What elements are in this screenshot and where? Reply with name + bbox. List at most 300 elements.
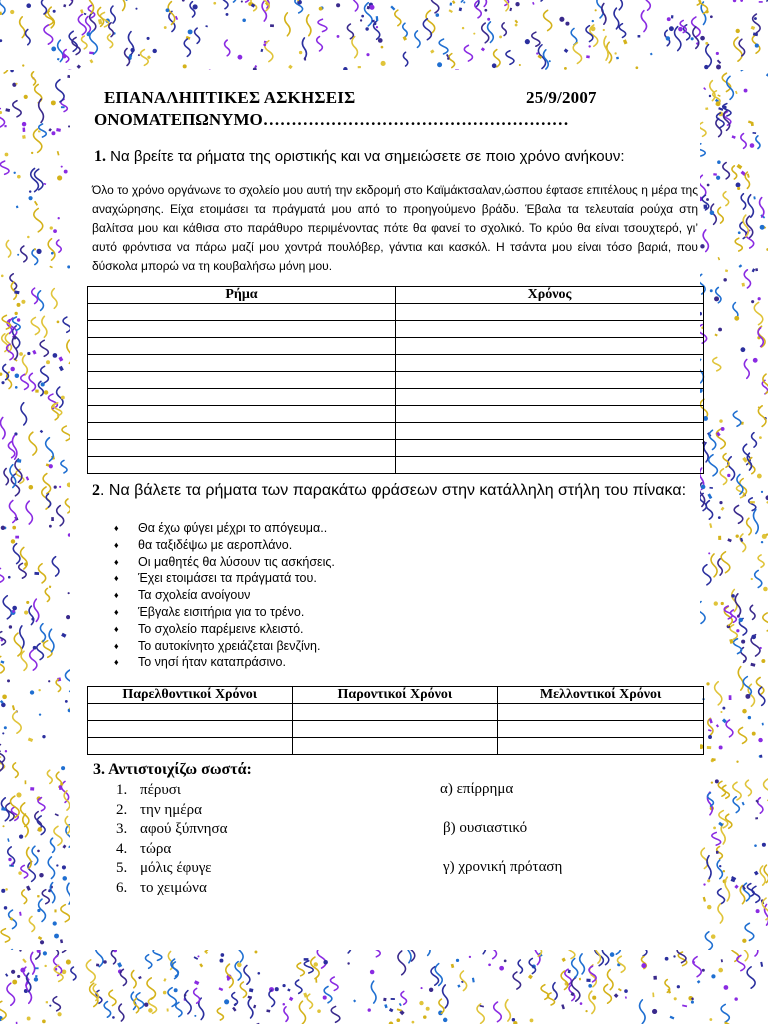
confetti-mark xyxy=(0,656,4,672)
answer-cell[interactable] xyxy=(88,704,293,721)
confetti-mark xyxy=(586,979,590,982)
confetti-mark xyxy=(748,195,753,217)
confetti-mark xyxy=(740,347,745,352)
confetti-mark xyxy=(378,38,383,43)
confetti-mark xyxy=(758,406,766,427)
diamond-bullet-icon: ♦ xyxy=(114,539,119,550)
diamond-bullet-icon: ♦ xyxy=(114,657,119,668)
confetti-mark xyxy=(42,890,49,904)
confetti-mark xyxy=(761,659,765,663)
confetti-mark xyxy=(331,1006,340,1022)
confetti-mark xyxy=(528,974,533,979)
confetti-mark xyxy=(30,650,37,670)
confetti-mark xyxy=(225,40,230,56)
confetti-mark xyxy=(367,6,370,10)
confetti-mark xyxy=(39,873,43,877)
confetti-mark xyxy=(702,969,705,972)
confetti-mark xyxy=(718,207,723,223)
matching-option-b: β) ουσιαστικό xyxy=(443,820,528,836)
answer-cell[interactable] xyxy=(88,406,396,423)
confetti-mark xyxy=(317,37,323,51)
confetti-mark xyxy=(315,979,317,983)
confetti-mark xyxy=(209,69,213,70)
confetti-mark xyxy=(38,827,43,832)
confetti-mark xyxy=(34,572,39,575)
confetti-mark xyxy=(28,196,32,200)
confetti-mark xyxy=(57,240,62,252)
answer-cell[interactable] xyxy=(396,304,704,321)
confetti-mark xyxy=(240,982,246,997)
confetti-mark xyxy=(323,996,327,1000)
confetti-mark xyxy=(317,950,326,968)
confetti-mark xyxy=(195,28,200,43)
answer-cell[interactable] xyxy=(292,704,498,721)
confetti-mark xyxy=(15,386,18,389)
answer-cell[interactable] xyxy=(88,721,293,738)
confetti-mark xyxy=(512,1018,515,1021)
confetti-mark xyxy=(460,971,466,991)
confetti-mark xyxy=(610,952,615,957)
confetti-mark xyxy=(748,716,751,719)
confetti-mark xyxy=(52,557,59,576)
confetti-mark xyxy=(751,300,754,303)
confetti-mark xyxy=(365,27,368,30)
confetti-mark xyxy=(561,1004,565,1009)
confetti-mark xyxy=(504,959,507,962)
confetti-mark xyxy=(717,94,720,97)
confetti-mark xyxy=(372,20,375,23)
confetti-mark xyxy=(568,970,571,974)
confetti-mark xyxy=(706,45,712,67)
confetti-mark xyxy=(31,152,33,154)
confetti-mark xyxy=(709,95,711,97)
confetti-mark xyxy=(275,987,279,991)
confetti-mark xyxy=(515,24,518,27)
confetti-mark xyxy=(737,164,743,170)
list-item: ♦ Έχει ετοιμάσει τα πράγματά του. xyxy=(114,571,317,586)
confetti-mark xyxy=(307,994,312,1008)
phrase-list xyxy=(112,520,335,671)
confetti-mark xyxy=(742,939,746,943)
confetti-mark xyxy=(754,871,759,876)
confetti-mark xyxy=(736,534,739,537)
answer-cell[interactable] xyxy=(88,423,396,440)
confetti-mark xyxy=(705,107,708,110)
confetti-mark xyxy=(741,640,745,644)
confetti-mark xyxy=(439,39,448,54)
confetti-mark xyxy=(0,745,5,764)
confetti-mark xyxy=(638,35,641,37)
confetti-mark xyxy=(67,883,70,904)
confetti-mark xyxy=(707,746,711,749)
answer-cell[interactable] xyxy=(396,406,704,423)
confetti-mark xyxy=(30,690,34,694)
answer-cell[interactable] xyxy=(396,338,704,355)
confetti-mark xyxy=(366,53,369,56)
table-row xyxy=(88,440,704,457)
confetti-mark xyxy=(717,60,721,64)
confetti-mark xyxy=(437,62,442,67)
question-3-heading: 3. Αντιστοιχίζω σωστά: xyxy=(93,761,252,778)
confetti-mark xyxy=(48,239,55,260)
confetti-mark xyxy=(754,844,757,847)
confetti-mark xyxy=(188,29,193,34)
answer-cell[interactable] xyxy=(88,738,293,755)
confetti-mark xyxy=(721,1004,729,1022)
confetti-mark xyxy=(395,10,401,26)
confetti-mark xyxy=(479,1005,484,1008)
list-item: 3. αφού ξύπνησα xyxy=(116,821,228,838)
confetti-mark xyxy=(452,0,456,4)
confetti-mark xyxy=(704,65,708,69)
answer-cell[interactable] xyxy=(396,321,704,338)
confetti-mark xyxy=(391,998,395,1000)
confetti-mark xyxy=(572,977,580,1001)
confetti-mark xyxy=(148,1008,153,1013)
confetti-mark xyxy=(59,486,61,488)
confetti-mark xyxy=(17,303,21,307)
confetti-mark xyxy=(1,275,4,278)
answer-cell[interactable] xyxy=(292,738,498,755)
confetti-mark xyxy=(737,187,740,190)
confetti-mark xyxy=(62,844,66,848)
confetti-mark xyxy=(120,969,126,985)
confetti-mark xyxy=(54,934,59,939)
answer-cell[interactable] xyxy=(88,304,396,321)
confetti-mark xyxy=(38,130,41,132)
confetti-mark xyxy=(481,47,485,51)
confetti-mark xyxy=(757,474,762,479)
answer-cell[interactable] xyxy=(88,338,396,355)
confetti-mark xyxy=(29,432,37,455)
confetti-mark xyxy=(718,328,722,332)
confetti-mark xyxy=(731,594,735,598)
confetti-mark xyxy=(138,54,140,56)
confetti-mark xyxy=(727,474,730,477)
confetti-mark xyxy=(700,602,705,624)
confetti-mark xyxy=(43,183,46,185)
answer-cell[interactable] xyxy=(88,440,396,457)
confetti-mark xyxy=(319,7,323,11)
confetti-mark xyxy=(744,359,749,378)
diamond-bullet-icon: ♦ xyxy=(114,573,119,584)
confetti-mark xyxy=(747,174,750,178)
table-row xyxy=(88,304,704,321)
confetti-mark xyxy=(669,26,674,31)
confetti-mark xyxy=(58,217,60,219)
confetti-mark xyxy=(253,1005,256,1009)
confetti-mark xyxy=(700,122,706,136)
confetti-mark xyxy=(283,1003,286,1006)
confetti-mark xyxy=(736,29,740,33)
confetti-mark xyxy=(60,783,63,786)
answer-cell[interactable] xyxy=(396,457,704,474)
confetti-mark xyxy=(193,4,198,9)
confetti-mark xyxy=(752,950,758,956)
confetti-mark xyxy=(42,0,47,14)
decorative-border-bottom xyxy=(0,950,768,1024)
confetti-mark xyxy=(429,988,433,992)
confetti-mark xyxy=(721,507,725,511)
confetti-mark xyxy=(29,373,35,391)
confetti-mark xyxy=(27,236,30,239)
confetti-mark xyxy=(738,264,742,268)
confetti-mark xyxy=(29,485,34,490)
confetti-mark xyxy=(64,170,68,174)
answer-cell[interactable] xyxy=(292,721,498,738)
confetti-mark xyxy=(701,848,708,868)
confetti-mark xyxy=(4,726,7,729)
confetti-mark xyxy=(56,80,64,102)
confetti-mark xyxy=(390,5,395,10)
answer-cell[interactable] xyxy=(88,355,396,372)
confetti-mark xyxy=(16,83,18,85)
answer-cell[interactable] xyxy=(498,704,704,721)
confetti-mark xyxy=(16,206,19,209)
confetti-mark xyxy=(712,832,721,845)
confetti-mark xyxy=(763,0,768,1)
confetti-mark xyxy=(21,403,27,425)
confetti-mark xyxy=(732,166,737,179)
confetti-mark xyxy=(21,865,28,878)
confetti-mark xyxy=(8,847,15,866)
confetti-mark xyxy=(706,198,709,201)
confetti-mark xyxy=(738,728,746,744)
confetti-mark xyxy=(744,89,748,93)
confetti-mark xyxy=(734,885,738,889)
confetti-mark xyxy=(703,87,706,90)
confetti-mark xyxy=(525,39,530,44)
confetti-mark xyxy=(1,381,4,384)
confetti-mark xyxy=(13,172,15,174)
confetti-mark xyxy=(13,763,18,778)
confetti-mark xyxy=(700,36,705,41)
confetti-mark xyxy=(361,15,364,18)
answer-cell[interactable] xyxy=(396,372,704,389)
confetti-mark xyxy=(10,949,15,950)
confetti-mark xyxy=(134,999,139,1013)
answer-cell[interactable] xyxy=(88,372,396,389)
confetti-mark xyxy=(80,9,84,13)
table-row xyxy=(88,704,704,721)
confetti-mark xyxy=(595,9,597,11)
confetti-mark xyxy=(27,1017,31,1021)
confetti-mark xyxy=(237,55,242,60)
confetti-mark xyxy=(709,430,716,449)
confetti-mark xyxy=(641,963,646,968)
confetti-mark xyxy=(324,987,332,1003)
confetti-mark xyxy=(153,950,162,960)
confetti-mark xyxy=(17,175,21,179)
confetti-mark xyxy=(502,23,506,36)
answer-cell[interactable] xyxy=(498,738,704,755)
confetti-mark xyxy=(22,128,25,132)
confetti-mark xyxy=(51,131,55,135)
question-1-text: Να βρείτε τα ρήματα της οριστικής και να σημειώσετε σε ποιο χρόνο ανήκουν: xyxy=(106,148,625,165)
confetti-mark xyxy=(721,602,724,605)
confetti-mark xyxy=(718,968,723,973)
confetti-mark xyxy=(19,835,23,839)
confetti-mark xyxy=(721,427,725,431)
confetti-mark xyxy=(727,538,732,542)
confetti-mark xyxy=(299,1001,305,1024)
confetti-mark xyxy=(443,1018,447,1022)
answer-cell[interactable] xyxy=(396,355,704,372)
confetti-mark xyxy=(10,10,14,14)
confetti-mark xyxy=(51,252,54,255)
confetti-mark xyxy=(755,570,762,587)
confetti-mark xyxy=(723,106,726,109)
decorative-border-right xyxy=(700,70,768,950)
worksheet-title-line xyxy=(104,88,624,108)
confetti-mark xyxy=(580,1002,583,1005)
confetti-mark xyxy=(166,8,170,12)
confetti-mark xyxy=(652,1009,657,1014)
confetti-mark xyxy=(50,883,54,903)
column-header-tense: Χρόνος xyxy=(396,287,704,304)
confetti-mark xyxy=(397,1008,402,1011)
confetti-mark xyxy=(459,0,464,2)
list-item: ♦ Το σχολείο παρέμεινε κλειστό. xyxy=(114,621,304,636)
confetti-mark xyxy=(17,975,20,978)
confetti-mark xyxy=(50,838,54,852)
confetti-mark xyxy=(456,959,459,962)
answer-cell[interactable] xyxy=(498,721,704,738)
confetti-mark xyxy=(607,970,613,990)
confetti-mark xyxy=(548,993,555,1005)
confetti-mark xyxy=(399,1003,402,1006)
confetti-mark xyxy=(700,144,705,156)
confetti-mark xyxy=(641,11,646,32)
confetti-mark xyxy=(43,474,51,494)
confetti-mark xyxy=(353,0,358,11)
confetti-mark xyxy=(9,500,16,522)
confetti-mark xyxy=(758,798,763,814)
confetti-mark xyxy=(34,201,38,206)
confetti-mark xyxy=(586,55,590,58)
confetti-mark xyxy=(138,976,142,979)
confetti-mark xyxy=(639,950,647,956)
confetti-mark xyxy=(31,317,39,334)
confetti-mark xyxy=(360,19,362,21)
confetti-mark xyxy=(40,940,44,944)
confetti-mark xyxy=(368,1008,371,1011)
confetti-mark xyxy=(46,438,54,461)
table-row xyxy=(88,721,704,738)
answer-cell[interactable] xyxy=(88,321,396,338)
confetti-mark xyxy=(717,160,721,164)
confetti-mark xyxy=(376,26,378,28)
confetti-mark xyxy=(0,111,2,114)
confetti-mark xyxy=(48,128,52,132)
confetti-mark xyxy=(734,997,737,1000)
confetti-mark xyxy=(184,39,190,56)
confetti-mark xyxy=(343,67,348,70)
confetti-mark xyxy=(713,173,717,176)
confetti-mark xyxy=(515,20,519,24)
confetti-mark xyxy=(2,825,4,827)
confetti-mark xyxy=(22,122,26,126)
confetti-mark xyxy=(17,318,20,321)
confetti-mark xyxy=(61,460,67,472)
confetti-mark xyxy=(718,559,722,575)
confetti-mark xyxy=(317,1009,321,1013)
confetti-mark xyxy=(4,125,6,127)
answer-cell[interactable] xyxy=(396,423,704,440)
confetti-mark xyxy=(34,209,43,232)
confetti-mark xyxy=(559,17,564,22)
confetti-mark xyxy=(716,851,719,854)
confetti-mark xyxy=(595,950,600,963)
confetti-mark xyxy=(374,23,377,26)
confetti-mark xyxy=(738,231,741,234)
confetti-mark xyxy=(459,7,462,11)
table-row xyxy=(88,406,704,423)
confetti-mark xyxy=(464,45,472,61)
confetti-mark xyxy=(747,518,752,534)
confetti-mark xyxy=(29,606,34,624)
confetti-mark xyxy=(295,980,302,993)
confetti-mark xyxy=(21,300,25,304)
answer-cell[interactable] xyxy=(88,389,396,406)
confetti-mark xyxy=(760,647,762,649)
confetti-mark xyxy=(68,125,70,127)
confetti-mark xyxy=(720,711,722,713)
diamond-bullet-icon: ♦ xyxy=(114,590,119,601)
confetti-mark xyxy=(59,950,67,952)
confetti-mark xyxy=(37,850,40,853)
confetti-mark xyxy=(184,994,187,997)
decorative-border-top xyxy=(0,0,768,70)
answer-cell[interactable] xyxy=(396,440,704,457)
confetti-mark xyxy=(738,70,745,71)
confetti-mark xyxy=(237,963,242,968)
confetti-mark xyxy=(705,932,712,950)
answer-cell[interactable] xyxy=(396,389,704,406)
confetti-mark xyxy=(260,49,263,52)
confetti-mark xyxy=(710,15,713,18)
confetti-mark xyxy=(758,738,762,742)
confetti-mark xyxy=(20,626,24,649)
student-name-line: ΟΝΟΜΑΤΕΠΩΝΥΜΟ……………………………………………… xyxy=(94,110,569,129)
confetti-mark xyxy=(90,31,98,55)
confetti-mark xyxy=(58,356,63,361)
confetti-mark xyxy=(51,517,54,521)
confetti-mark xyxy=(35,390,38,393)
confetti-mark xyxy=(720,469,727,485)
confetti-mark xyxy=(760,225,765,230)
confetti-mark xyxy=(23,355,28,375)
confetti-mark xyxy=(33,129,41,152)
confetti-mark xyxy=(616,57,619,60)
confetti-mark xyxy=(652,992,654,997)
confetti-mark xyxy=(38,564,45,583)
confetti-mark xyxy=(455,69,459,70)
confetti-mark xyxy=(60,939,63,943)
confetti-mark xyxy=(61,106,65,108)
confetti-mark xyxy=(707,856,711,879)
confetti-mark xyxy=(11,863,13,865)
confetti-mark xyxy=(734,316,739,321)
confetti-mark xyxy=(708,729,712,731)
confetti-mark xyxy=(37,895,40,898)
confetti-mark xyxy=(729,695,732,700)
confetti-mark xyxy=(499,35,502,38)
confetti-mark xyxy=(423,1015,427,1019)
confetti-mark xyxy=(653,976,657,980)
confetti-mark xyxy=(756,678,763,695)
answer-cell[interactable] xyxy=(88,457,396,474)
